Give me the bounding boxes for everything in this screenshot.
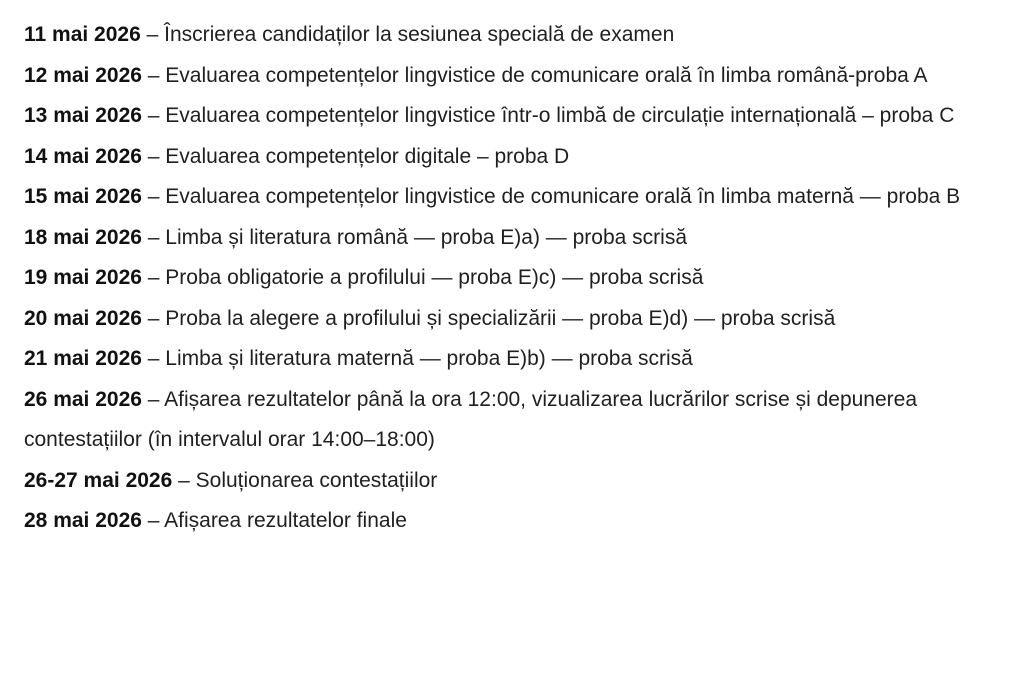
schedule-date: 28 mai 2026	[24, 509, 142, 532]
schedule-date: 20 mai 2026	[24, 306, 142, 330]
schedule-entry	[24, 218, 1004, 259]
schedule-date: 26 mai 2026	[24, 387, 142, 411]
schedule-entry	[24, 380, 1004, 461]
schedule-description: – Evaluarea competențelor lingvistice într-o limbă de circulație internațională – proba C	[141, 104, 955, 127]
schedule-entry	[24, 56, 1004, 97]
schedule-description: – Evaluarea competențelor lingvistice de comunicare orală în limba română-proba A	[141, 63, 928, 87]
schedule-date: 15 mai 2026	[24, 185, 142, 208]
schedule-description: – Afișarea rezultatelor finale	[141, 509, 407, 532]
schedule-date: 19 mai 2026	[24, 266, 142, 289]
schedule-description: – Limba și literatura maternă — proba E)b) — proba scrisă	[141, 347, 693, 370]
schedule-entry	[24, 461, 1004, 502]
schedule-entry	[24, 299, 1004, 340]
schedule-description: – Limba și literatura română — proba E)a) — proba scrisă	[141, 225, 687, 249]
schedule-date: 11 mai 2026	[24, 23, 141, 46]
schedule-entry	[24, 96, 1004, 137]
schedule-entry	[24, 339, 1004, 380]
schedule-date: 21 mai 2026	[24, 347, 142, 370]
schedule-date: 26-27 mai 2026	[24, 468, 173, 492]
schedule-date: 14 mai 2026	[24, 144, 142, 168]
schedule-description: – Afișarea rezultatelor până la ora 12:00, vizualizarea lucrărilor scrise și depunerea contestațiilor (în intervalul orar 14:00–18:00)	[24, 387, 918, 451]
schedule-date: 12 mai 2026	[24, 63, 142, 87]
schedule-entry	[24, 501, 1004, 542]
schedule-entry	[24, 137, 1004, 178]
schedule-description: – Evaluarea competențelor lingvistice de comunicare orală în limba maternă — proba B	[141, 185, 961, 208]
schedule-entry	[24, 15, 1004, 56]
schedule-description: – Înscrierea candidaților la sesiunea specială de examen	[140, 23, 675, 46]
schedule-entry	[24, 258, 1004, 299]
schedule-date: 13 mai 2026	[24, 104, 142, 127]
schedule-description: – Evaluarea competențelor digitale – proba D	[141, 144, 570, 168]
exam-schedule	[24, 15, 1004, 542]
schedule-description: – Soluționarea contestațiilor	[172, 468, 438, 492]
schedule-description: – Proba obligatorie a profilului — proba E)c) — proba scrisă	[141, 266, 704, 289]
schedule-description: – Proba la alegere a profilului și specializării — proba E)d) — proba scrisă	[141, 306, 836, 330]
schedule-entry	[24, 177, 1004, 218]
schedule-date: 18 mai 2026	[24, 225, 142, 249]
